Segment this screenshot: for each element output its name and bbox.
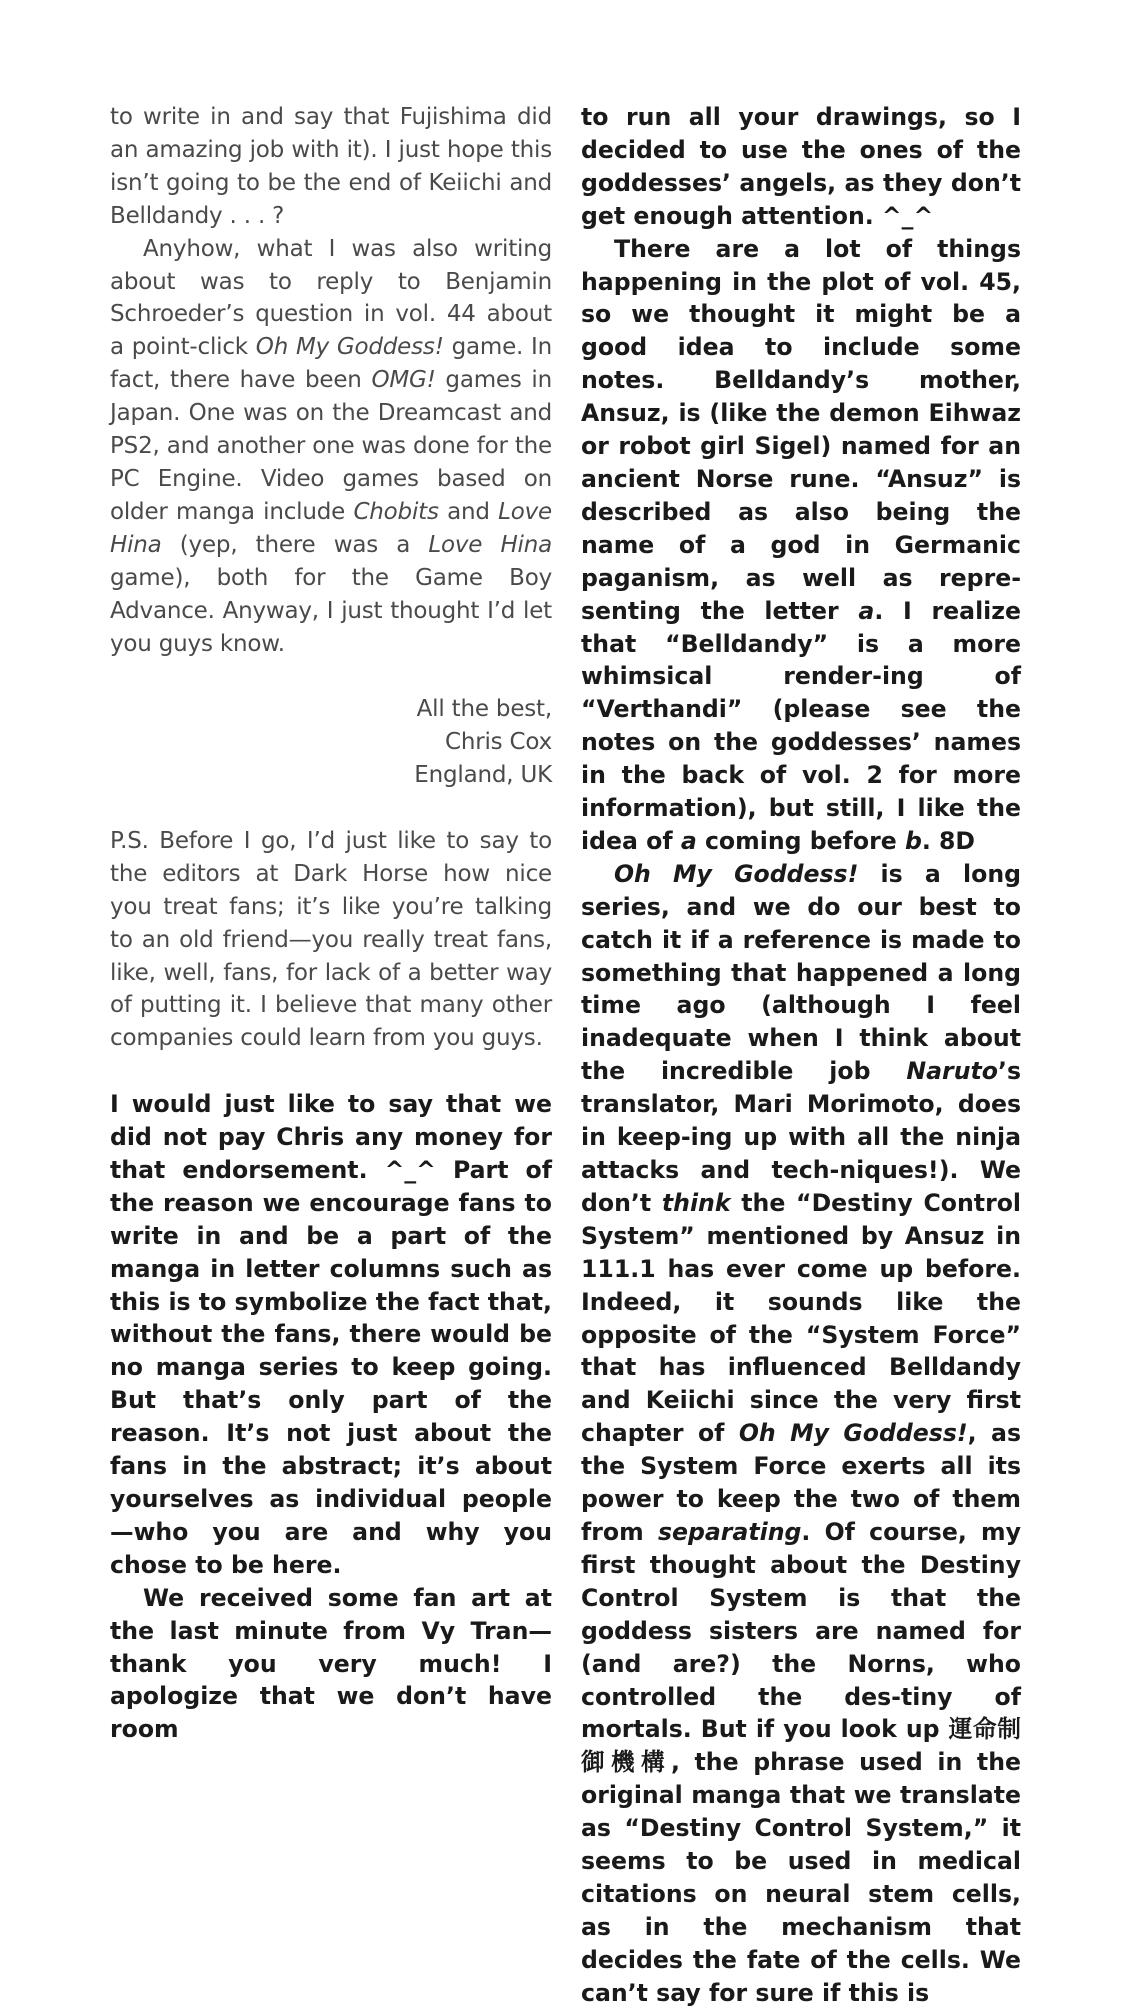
letter-paragraph-2 — [110, 233, 552, 661]
text-run: (yep, there was a — [161, 531, 429, 558]
text-run: There are a lot of things happening in the plot of vol. 45, so we thought it might be a good idea to include some notes. Belldandy’s mother, Ansuz, is (like the demon Eihwaz or robot girl Sigel) named for an ancient Norse rune. “Ansuz” is described as also being the name of a god in Germanic paganism, as well as repre-senting the letter — [581, 234, 1021, 625]
text-run: game. In fact, there have been — [110, 334, 552, 394]
text-run: game), both for the Game Boy Advance. Anyway, I just thought I’d let you guys know. — [110, 564, 552, 657]
text-run: . 8D — [921, 826, 976, 855]
title-italic: Love Hina — [428, 531, 553, 558]
title-italic: Oh My Goddess! — [614, 859, 859, 888]
reply-paragraph-3 — [581, 233, 1021, 858]
text-run: . Of course, my first thought about the Destiny Control System is that the goddess sisters are named for (and are?) the Norns, who controlled the des-tiny of mortals. But if you look up 運命制御機構, the phrase used in the original manga that we translate as “Destiny Control System,” it seems to be used in medical citations on neural stem cells, as in the mechanism that decides the fate of the cells. We can’t say for sure if this is — [581, 1517, 1021, 2007]
text-run: is a long series, and we do our best to catch it if a reference is made to something that happened a long time ago (although I feel inadequate when I think about the incredible job — [581, 859, 1022, 1086]
italic-letter: a — [858, 596, 875, 625]
right-column — [581, 101, 1021, 2010]
title-italic: Naruto — [906, 1057, 998, 1086]
text-run: , as the System Force exerts all its power to keep the two of them from — [581, 1419, 1021, 1546]
reply-paragraph-1: I would just like to say that we did not pay Chris any money for that endorsement. ^_^ Part of the reason we encourage fans to write in and be a part of the manga in letter columns such as this is to symbolize the fact that, without the fans, there would be no manga series to keep going. But that’s only part of the reason. It’s not just about the fans in the abstract; it’s about yourselves as individual people—who you are and why you chose to be here. — [110, 1090, 552, 1579]
text-run: ’s translator, Mari Morimoto, does in keep-ing up with all the ninja attacks and tech-niques!). We don’t — [581, 1057, 1021, 1217]
text-run: games in Japan. One was on the Dreamcast and PS2, and another one was done for the PC Engine. Video games based on older manga include — [110, 367, 552, 525]
letter-paragraph-1: to write in and say that Fujishima did an amazing job with it). I just hope this isn’t going to be the end of Keiichi and Belldandy . . . ? — [110, 104, 552, 229]
text-run: coming before — [696, 826, 905, 855]
title-italic: Chobits — [353, 498, 439, 525]
signature-name: Chris Cox — [444, 729, 552, 756]
left-column — [110, 101, 552, 1746]
title-italic: Love Hina — [110, 498, 552, 558]
italic-letter: b — [904, 826, 922, 855]
emphasis-italic: separating — [657, 1517, 802, 1546]
italic-letter: a — [680, 826, 697, 855]
text-run: and — [438, 498, 499, 525]
signature-closing: All the best, — [416, 696, 552, 723]
postscript: P.S. Before I go, I’d just like to say to the editors at Dark Horse how nice you treat fans; it’s like you’re talking to an old friend—you really treat fans, like, well, fans, for lack of a better way of putting it. I believe that many other companies could learn from you guys. — [110, 827, 552, 1052]
text-run: . I realize that “Belldandy” is a more whimsical render-ing of “Verthandi” (please see the notes on the goddesses’ names in the back of vol. 2 for more information), but still, I like the idea of — [581, 596, 1021, 855]
title-italic: Oh My Goddess! — [255, 334, 444, 361]
reply-paragraph-2: We received some fan art at the last minute from Vy Tran—thank you very much! I apologize that we don’t have room — [110, 1583, 552, 1744]
title-italic: OMG! — [371, 367, 436, 394]
text-run: the “Destiny Control System” mentioned by Ansuz in 111.1 has ever come up before. Indeed, it sounds like the opposite of the “System Force” that has influenced Belldandy and Keiichi since the very first chapter of — [581, 1188, 1021, 1448]
signature — [110, 693, 552, 792]
title-italic: Oh My Goddess! — [738, 1419, 968, 1448]
reply-paragraph-2-continued: to run all your drawings, so I decided to use the ones of the goddesses’ angels, as they don’t get enough attention. ^_^ — [581, 103, 1021, 230]
reply-paragraph-4 — [581, 858, 1021, 2010]
text-run: Anyhow, what I was also writing about was to reply to Benjamin Schroeder’s question in vol. 44 about a point-click — [110, 235, 552, 361]
emphasis-italic: think — [661, 1188, 731, 1217]
signature-location: England, UK — [414, 762, 552, 789]
